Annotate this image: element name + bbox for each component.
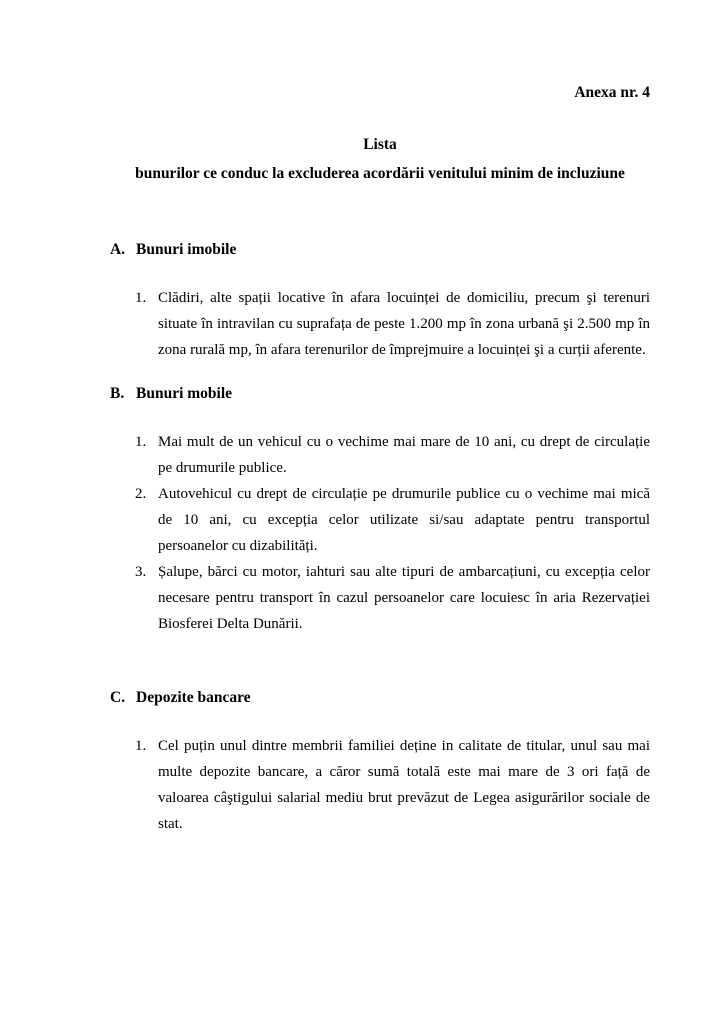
item-number: 2.	[135, 486, 147, 502]
section-heading	[110, 689, 650, 707]
list-item	[135, 559, 650, 637]
section-letter: C.	[110, 689, 126, 706]
item-number: 3.	[135, 564, 147, 580]
list-item	[135, 285, 650, 363]
item-text: Autovehicul cu drept de circulație pe drumurile publice cu o vechime mai mică de 10 ani, cu excepția celor utilizate si/sau adaptate pentru transportul persoanelor cu dizabilități.	[158, 486, 650, 554]
section-title: Bunuri imobile	[136, 241, 237, 258]
document-title: Lista	[363, 136, 397, 153]
section-title: Bunuri mobile	[136, 385, 233, 402]
item-text: Șalupe, bărci cu motor, iahturi sau alte tipuri de ambarcațiuni, cu excepția celor necesare pentru transport în cazul persoanelor care locuiesc în aria Rezervației Biosferei Delta Dunării.	[158, 564, 650, 632]
item-list	[110, 429, 650, 637]
item-list	[110, 285, 650, 363]
item-text: Mai mult de un vehicul cu o vechime mai mare de 10 ani, cu drept de circulație pe drumurile publice.	[158, 434, 650, 476]
section-bunuri-mobile	[110, 385, 650, 637]
list-item	[135, 733, 650, 837]
list-item	[135, 429, 650, 481]
item-number: 1.	[135, 738, 147, 754]
annex-label: Anexa nr. 4	[574, 84, 650, 101]
item-number: 1.	[135, 290, 147, 306]
section-heading	[110, 385, 650, 403]
section-heading	[110, 241, 650, 259]
section-bunuri-imobile	[110, 241, 650, 363]
title-block	[110, 136, 650, 183]
document-subtitle: bunurilor ce conduc la excluderea acordării venitului minim de incluziune	[135, 165, 625, 182]
list-item	[135, 481, 650, 559]
section-depozite-bancare	[110, 689, 650, 837]
section-letter: B.	[110, 385, 125, 402]
item-list	[110, 733, 650, 837]
section-letter: A.	[110, 241, 126, 258]
section-title: Depozite bancare	[136, 689, 251, 706]
item-number: 1.	[135, 434, 147, 450]
item-text: Cel puțin unul dintre membrii familiei deține in calitate de titular, unul sau mai multe depozite bancare, a căror sumă totală este mai mare de 3 ori față de valoarea câştigului salarial mediu brut prevăzut de Legea asigurărilor sociale de stat.	[158, 738, 650, 832]
item-text: Clădiri, alte spații locative în afara locuinței de domiciliu, precum şi terenuri situate în intravilan cu suprafața de peste 1.200 mp în zona urbană şi 2.500 mp în zona rurală mp, în afara terenurilor de împrejmuire a locuinței şi a curții aferente.	[158, 290, 650, 358]
